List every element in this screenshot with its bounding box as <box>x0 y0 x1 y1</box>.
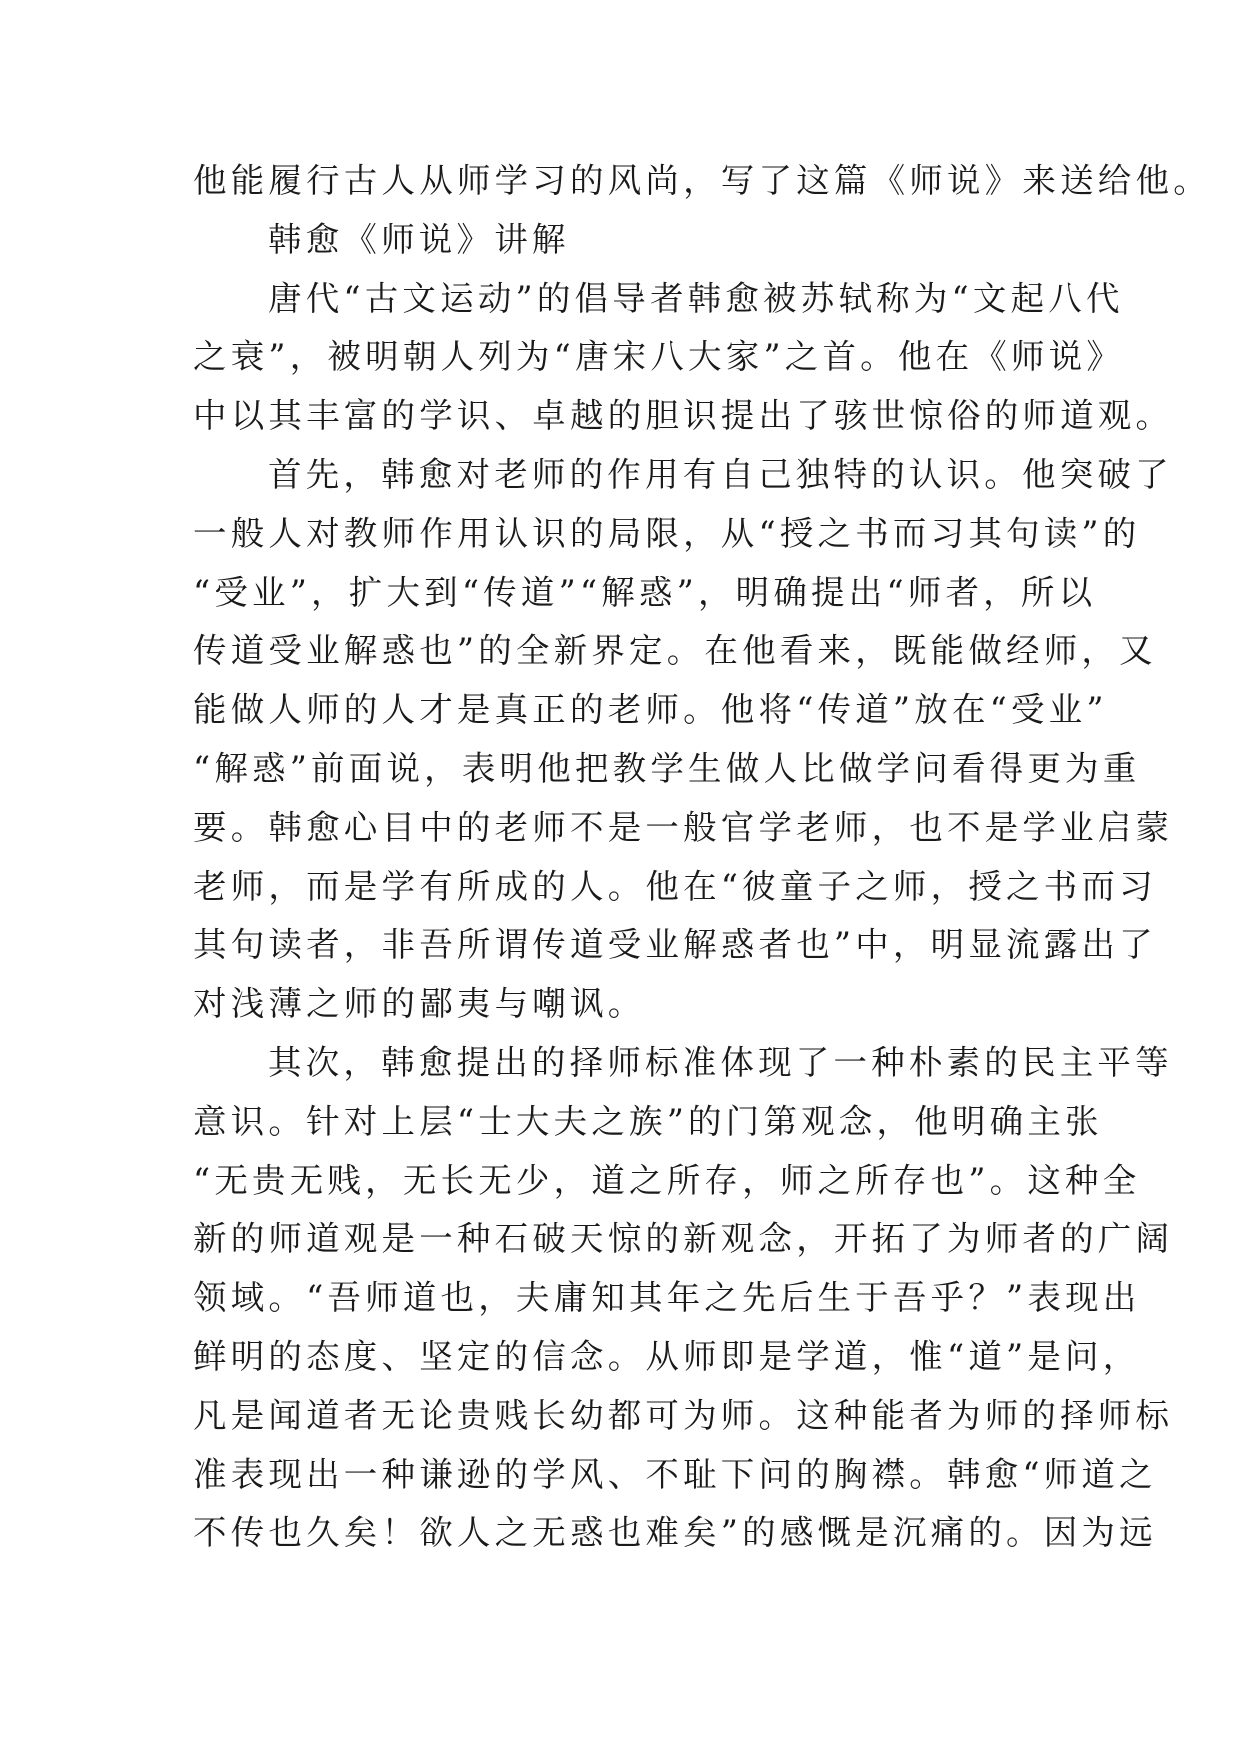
text-line: 不传也久矣！欲人之无惑也难矣”的感慨是沉痛的。因为远 <box>193 1513 1157 1553</box>
text-line: 他能履行古人从师学习的风尚，写了这篇《师说》来送给他。 <box>193 161 1211 200</box>
text-line: “解惑”前面说，表明他把教学生做人比做学问看得更为重 <box>193 748 1141 788</box>
section-heading: 韩愈《师说》讲解 <box>268 219 570 259</box>
text-line: 意识。针对上层“士大夫之族”的门第观念，他明确主张 <box>193 1101 1103 1141</box>
text-line: 新的师道观是一种石破天惊的新观念，开拓了为师者的广阔 <box>193 1219 1174 1259</box>
text-line: 一般人对教师作用认识的局限，从“授之书而习其句读”的 <box>193 513 1141 553</box>
text-line: “无贵无贱，无长无少，道之所存，师之所存也”。这种全 <box>193 1160 1141 1200</box>
text-line: 唐代“古文运动”的倡导者韩愈被苏轼称为“文起八代 <box>268 278 1124 318</box>
text-line: 准表现出一种谦逊的学风、不耻下问的胸襟。韩愈“师道之 <box>193 1454 1157 1494</box>
text-line: 其句读者，非吾所谓传道受业解惑者也”中，明显流露出了 <box>193 925 1157 965</box>
text-line: 凡是闻道者无论贵贱长幼都可为师。这种能者为师的择师标 <box>193 1395 1174 1435</box>
text-line: 其次，韩愈提出的择师标准体现了一种朴素的民主平等 <box>268 1042 1173 1082</box>
text-line: 首先，韩愈对老师的作用有自己独特的认识。他突破了 <box>268 454 1173 494</box>
body-text <box>193 152 1211 1563</box>
text-line: 老师，而是学有所成的人。他在“彼童子之师，授之书而习 <box>193 866 1157 906</box>
text-line: 对浅薄之师的鄙夷与嘲讽。 <box>193 984 646 1024</box>
text-line: 传道受业解惑也”的全新界定。在他看来，既能做经师，又 <box>193 631 1157 671</box>
text-line: 鲜明的态度、坚定的信念。从师即是学道，惟“道”是问， <box>193 1336 1141 1376</box>
text-line: 要。韩愈心目中的老师不是一般官学老师，也不是学业启蒙 <box>193 807 1174 847</box>
text-line: 之衰”，被明朝人列为“唐宋八大家”之首。他在《师说》 <box>193 337 1125 377</box>
text-line: 能做人师的人才是真正的老师。他将“传道”放在“受业” <box>193 690 1108 730</box>
text-line: 中以其丰富的学识、卓越的胆识提出了骇世惊俗的师道观。 <box>193 396 1174 436</box>
text-line: 领域。“吾师道也，夫庸知其年之先后生于吾乎？”表现出 <box>193 1278 1141 1318</box>
text-line: “受业”，扩大到“传道”“解惑”，明确提出“师者，所以 <box>193 572 1097 612</box>
